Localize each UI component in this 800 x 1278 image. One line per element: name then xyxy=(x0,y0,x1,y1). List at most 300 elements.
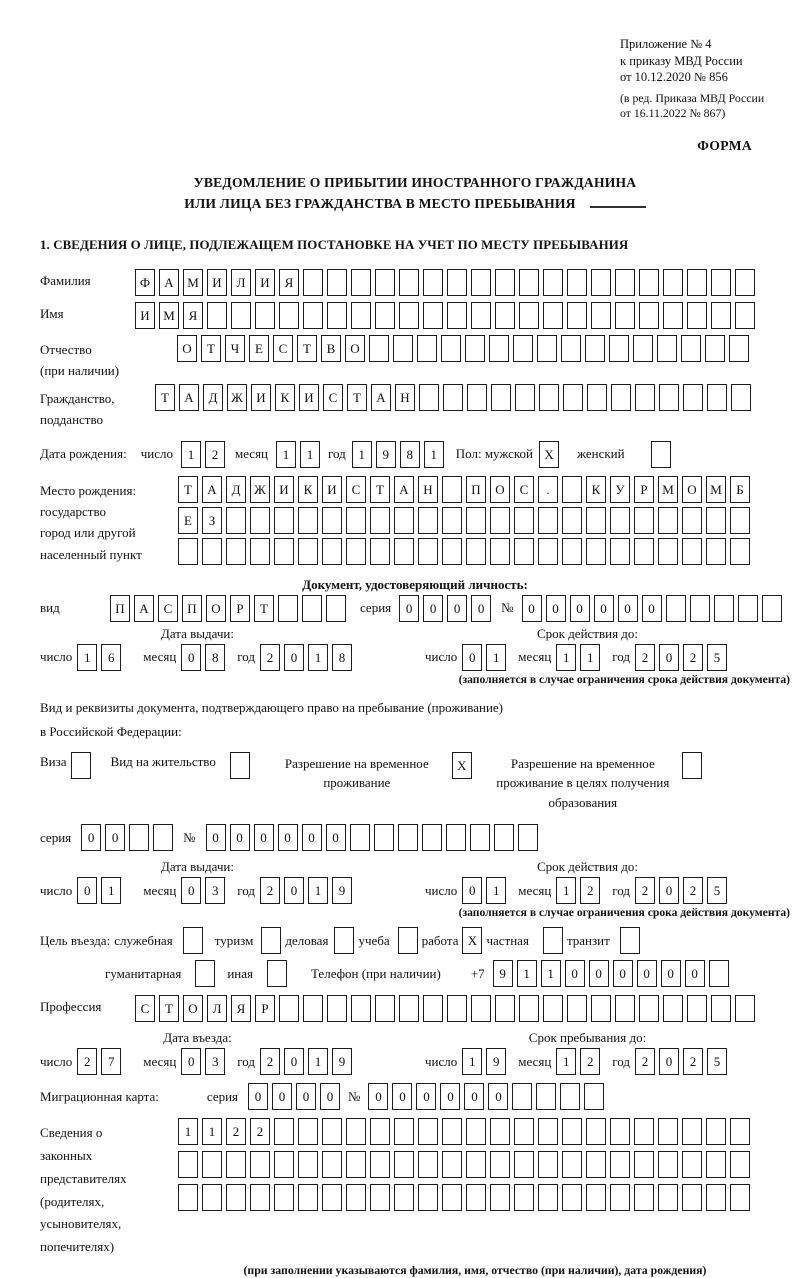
char-cell[interactable] xyxy=(250,538,270,565)
char-cell[interactable]: 1 xyxy=(556,1048,576,1075)
char-cell[interactable]: 9 xyxy=(493,960,513,987)
char-cell[interactable]: 0 xyxy=(589,960,609,987)
char-cell[interactable] xyxy=(255,302,275,329)
char-cell[interactable] xyxy=(543,995,563,1022)
char-cell[interactable] xyxy=(562,1151,582,1178)
char-cell[interactable]: И xyxy=(274,476,294,503)
char-cell[interactable] xyxy=(518,824,538,851)
char-cell[interactable]: Ч xyxy=(225,335,245,362)
char-cell[interactable]: 2 xyxy=(635,877,655,904)
char-cell[interactable] xyxy=(375,269,395,296)
char-cell[interactable] xyxy=(274,1118,294,1145)
char-cell[interactable] xyxy=(707,384,727,411)
char-cell[interactable] xyxy=(447,269,467,296)
char-cell[interactable] xyxy=(729,335,749,362)
char-cell[interactable]: 2 xyxy=(580,1048,600,1075)
char-cell[interactable] xyxy=(687,302,707,329)
char-cell[interactable] xyxy=(567,269,587,296)
char-cell[interactable]: 0 xyxy=(284,644,304,671)
char-cell[interactable]: А xyxy=(134,595,154,622)
char-cell[interactable] xyxy=(490,1151,510,1178)
number-blank-line[interactable] xyxy=(590,194,646,208)
char-cell[interactable]: С xyxy=(135,995,155,1022)
char-cell[interactable]: 1 xyxy=(77,644,97,671)
char-cell[interactable] xyxy=(658,1184,678,1211)
char-cell[interactable]: 2 xyxy=(635,1048,655,1075)
char-cell[interactable]: 1 xyxy=(580,644,600,671)
char-cell[interactable] xyxy=(663,995,683,1022)
char-cell[interactable] xyxy=(610,538,630,565)
char-cell[interactable] xyxy=(399,269,419,296)
char-cell[interactable] xyxy=(563,384,583,411)
checkbox-cell[interactable] xyxy=(543,927,563,954)
char-cell[interactable]: 0 xyxy=(181,1048,201,1075)
char-cell[interactable] xyxy=(567,302,587,329)
char-cell[interactable]: 0 xyxy=(254,824,274,851)
char-cell[interactable] xyxy=(586,1118,606,1145)
char-cell[interactable]: 0 xyxy=(326,824,346,851)
char-cell[interactable]: 1 xyxy=(556,644,576,671)
char-cell[interactable] xyxy=(322,1151,342,1178)
char-cell[interactable] xyxy=(326,595,346,622)
char-cell[interactable] xyxy=(586,1184,606,1211)
char-cell[interactable] xyxy=(423,302,443,329)
char-cell[interactable]: А xyxy=(159,269,179,296)
char-cell[interactable] xyxy=(562,538,582,565)
char-cell[interactable]: 0 xyxy=(302,824,322,851)
char-cell[interactable]: 0 xyxy=(399,595,419,622)
char-cell[interactable]: И xyxy=(299,384,319,411)
char-cell[interactable] xyxy=(560,1083,580,1110)
char-cell[interactable] xyxy=(250,1184,270,1211)
char-cell[interactable] xyxy=(327,302,347,329)
char-cell[interactable] xyxy=(471,269,491,296)
char-cell[interactable]: . xyxy=(538,476,558,503)
checkbox-cell[interactable] xyxy=(183,927,203,954)
char-cell[interactable]: 0 xyxy=(565,960,585,987)
char-cell[interactable]: 0 xyxy=(488,1083,508,1110)
char-cell[interactable]: Т xyxy=(347,384,367,411)
char-cell[interactable]: И xyxy=(251,384,271,411)
char-cell[interactable]: М xyxy=(159,302,179,329)
char-cell[interactable] xyxy=(393,335,413,362)
char-cell[interactable] xyxy=(635,384,655,411)
char-cell[interactable] xyxy=(562,1184,582,1211)
char-cell[interactable] xyxy=(519,302,539,329)
char-cell[interactable]: 5 xyxy=(707,1048,727,1075)
char-cell[interactable]: Р xyxy=(230,595,250,622)
char-cell[interactable] xyxy=(327,995,347,1022)
checkbox-cell[interactable]: X xyxy=(452,752,472,779)
char-cell[interactable] xyxy=(539,384,559,411)
char-cell[interactable] xyxy=(442,1151,462,1178)
char-cell[interactable] xyxy=(730,538,750,565)
char-cell[interactable] xyxy=(683,384,703,411)
char-cell[interactable] xyxy=(615,269,635,296)
char-cell[interactable]: 0 xyxy=(661,960,681,987)
char-cell[interactable]: 0 xyxy=(392,1083,412,1110)
char-cell[interactable]: С xyxy=(346,476,366,503)
char-cell[interactable]: 1 xyxy=(178,1118,198,1145)
char-cell[interactable]: О xyxy=(490,476,510,503)
char-cell[interactable] xyxy=(303,302,323,329)
char-cell[interactable]: Б xyxy=(730,476,750,503)
char-cell[interactable] xyxy=(399,995,419,1022)
char-cell[interactable]: А xyxy=(202,476,222,503)
char-cell[interactable] xyxy=(202,1184,222,1211)
char-cell[interactable] xyxy=(730,1184,750,1211)
char-cell[interactable] xyxy=(442,1118,462,1145)
char-cell[interactable] xyxy=(441,335,461,362)
char-cell[interactable]: Т xyxy=(155,384,175,411)
char-cell[interactable] xyxy=(322,538,342,565)
char-cell[interactable] xyxy=(278,595,298,622)
char-cell[interactable] xyxy=(735,995,755,1022)
char-cell[interactable] xyxy=(659,384,679,411)
char-cell[interactable] xyxy=(419,384,439,411)
char-cell[interactable] xyxy=(178,1184,198,1211)
char-cell[interactable] xyxy=(490,1184,510,1211)
char-cell[interactable] xyxy=(591,302,611,329)
char-cell[interactable] xyxy=(394,538,414,565)
char-cell[interactable]: 0 xyxy=(320,1083,340,1110)
char-cell[interactable] xyxy=(657,335,677,362)
char-cell[interactable] xyxy=(687,995,707,1022)
char-cell[interactable] xyxy=(466,1184,486,1211)
char-cell[interactable]: 9 xyxy=(486,1048,506,1075)
char-cell[interactable] xyxy=(586,538,606,565)
char-cell[interactable] xyxy=(682,1118,702,1145)
char-cell[interactable] xyxy=(639,995,659,1022)
char-cell[interactable]: Я xyxy=(231,995,251,1022)
char-cell[interactable]: 2 xyxy=(260,1048,280,1075)
char-cell[interactable]: 0 xyxy=(230,824,250,851)
char-cell[interactable]: С xyxy=(323,384,343,411)
char-cell[interactable]: Д xyxy=(226,476,246,503)
char-cell[interactable]: 3 xyxy=(205,1048,225,1075)
char-cell[interactable]: 1 xyxy=(352,441,372,468)
checkbox-cell[interactable]: X xyxy=(539,441,559,468)
char-cell[interactable] xyxy=(513,335,533,362)
char-cell[interactable]: 0 xyxy=(77,877,97,904)
char-cell[interactable]: Т xyxy=(201,335,221,362)
char-cell[interactable] xyxy=(615,995,635,1022)
char-cell[interactable]: М xyxy=(183,269,203,296)
char-cell[interactable]: 0 xyxy=(659,644,679,671)
char-cell[interactable]: 1 xyxy=(486,644,506,671)
char-cell[interactable] xyxy=(298,1151,318,1178)
char-cell[interactable] xyxy=(346,507,366,534)
char-cell[interactable]: 2 xyxy=(683,877,703,904)
char-cell[interactable] xyxy=(543,302,563,329)
char-cell[interactable] xyxy=(446,824,466,851)
char-cell[interactable] xyxy=(226,1151,246,1178)
char-cell[interactable] xyxy=(370,507,390,534)
char-cell[interactable] xyxy=(706,1118,726,1145)
char-cell[interactable] xyxy=(495,995,515,1022)
char-cell[interactable]: Ж xyxy=(250,476,270,503)
char-cell[interactable] xyxy=(561,335,581,362)
char-cell[interactable] xyxy=(538,538,558,565)
char-cell[interactable] xyxy=(634,507,654,534)
char-cell[interactable]: 0 xyxy=(613,960,633,987)
char-cell[interactable] xyxy=(442,507,462,534)
char-cell[interactable]: Л xyxy=(207,995,227,1022)
char-cell[interactable]: 0 xyxy=(594,595,614,622)
char-cell[interactable] xyxy=(538,507,558,534)
char-cell[interactable]: Т xyxy=(159,995,179,1022)
char-cell[interactable] xyxy=(423,995,443,1022)
char-cell[interactable]: 1 xyxy=(300,441,320,468)
char-cell[interactable]: 1 xyxy=(181,441,201,468)
char-cell[interactable] xyxy=(202,1151,222,1178)
checkbox-cell[interactable] xyxy=(71,752,91,779)
char-cell[interactable] xyxy=(537,335,557,362)
char-cell[interactable] xyxy=(274,1151,294,1178)
char-cell[interactable]: 1 xyxy=(462,1048,482,1075)
char-cell[interactable]: 0 xyxy=(685,960,705,987)
char-cell[interactable]: 0 xyxy=(368,1083,388,1110)
char-cell[interactable]: 0 xyxy=(81,824,101,851)
char-cell[interactable] xyxy=(567,995,587,1022)
char-cell[interactable] xyxy=(658,538,678,565)
char-cell[interactable]: П xyxy=(110,595,130,622)
char-cell[interactable] xyxy=(447,302,467,329)
char-cell[interactable]: 0 xyxy=(296,1083,316,1110)
char-cell[interactable]: 0 xyxy=(248,1083,268,1110)
char-cell[interactable] xyxy=(682,1151,702,1178)
char-cell[interactable] xyxy=(584,1083,604,1110)
char-cell[interactable] xyxy=(543,269,563,296)
char-cell[interactable]: С xyxy=(158,595,178,622)
char-cell[interactable] xyxy=(591,995,611,1022)
char-cell[interactable]: 0 xyxy=(618,595,638,622)
char-cell[interactable]: 0 xyxy=(105,824,125,851)
char-cell[interactable]: 9 xyxy=(376,441,396,468)
char-cell[interactable]: К xyxy=(275,384,295,411)
char-cell[interactable]: 0 xyxy=(659,877,679,904)
char-cell[interactable] xyxy=(735,269,755,296)
char-cell[interactable]: 1 xyxy=(486,877,506,904)
char-cell[interactable]: 1 xyxy=(101,877,121,904)
checkbox-cell[interactable] xyxy=(334,927,354,954)
char-cell[interactable] xyxy=(639,269,659,296)
checkbox-cell[interactable] xyxy=(651,441,671,468)
char-cell[interactable] xyxy=(423,269,443,296)
char-cell[interactable] xyxy=(470,824,490,851)
char-cell[interactable]: 9 xyxy=(332,877,352,904)
char-cell[interactable] xyxy=(615,302,635,329)
char-cell[interactable]: 1 xyxy=(276,441,296,468)
checkbox-cell[interactable]: X xyxy=(462,927,482,954)
checkbox-cell[interactable] xyxy=(195,960,215,987)
char-cell[interactable] xyxy=(322,1184,342,1211)
char-cell[interactable]: Я xyxy=(183,302,203,329)
char-cell[interactable]: 0 xyxy=(462,877,482,904)
char-cell[interactable]: 0 xyxy=(440,1083,460,1110)
char-cell[interactable] xyxy=(658,1118,678,1145)
char-cell[interactable]: 1 xyxy=(517,960,537,987)
char-cell[interactable]: П xyxy=(182,595,202,622)
char-cell[interactable] xyxy=(663,302,683,329)
char-cell[interactable]: 0 xyxy=(570,595,590,622)
char-cell[interactable] xyxy=(490,538,510,565)
char-cell[interactable] xyxy=(731,384,751,411)
char-cell[interactable] xyxy=(375,302,395,329)
char-cell[interactable] xyxy=(586,1151,606,1178)
char-cell[interactable] xyxy=(178,1151,198,1178)
char-cell[interactable] xyxy=(705,335,725,362)
char-cell[interactable]: 0 xyxy=(464,1083,484,1110)
char-cell[interactable] xyxy=(398,824,418,851)
char-cell[interactable]: 0 xyxy=(659,1048,679,1075)
char-cell[interactable] xyxy=(494,824,514,851)
char-cell[interactable]: 1 xyxy=(556,877,576,904)
char-cell[interactable] xyxy=(610,1118,630,1145)
char-cell[interactable] xyxy=(730,507,750,534)
char-cell[interactable] xyxy=(466,507,486,534)
char-cell[interactable] xyxy=(495,302,515,329)
char-cell[interactable]: 2 xyxy=(260,877,280,904)
char-cell[interactable] xyxy=(658,507,678,534)
char-cell[interactable] xyxy=(418,538,438,565)
char-cell[interactable]: 0 xyxy=(278,824,298,851)
char-cell[interactable]: 2 xyxy=(226,1118,246,1145)
char-cell[interactable] xyxy=(538,1151,558,1178)
char-cell[interactable]: Т xyxy=(178,476,198,503)
char-cell[interactable]: 0 xyxy=(272,1083,292,1110)
char-cell[interactable]: 2 xyxy=(635,644,655,671)
char-cell[interactable] xyxy=(178,538,198,565)
char-cell[interactable] xyxy=(394,1184,414,1211)
char-cell[interactable] xyxy=(489,335,509,362)
char-cell[interactable] xyxy=(730,1118,750,1145)
char-cell[interactable]: 2 xyxy=(580,877,600,904)
char-cell[interactable] xyxy=(587,384,607,411)
char-cell[interactable]: 1 xyxy=(308,1048,328,1075)
char-cell[interactable] xyxy=(202,538,222,565)
char-cell[interactable]: 0 xyxy=(423,595,443,622)
char-cell[interactable] xyxy=(611,384,631,411)
char-cell[interactable]: И xyxy=(207,269,227,296)
char-cell[interactable]: В xyxy=(321,335,341,362)
char-cell[interactable]: 1 xyxy=(202,1118,222,1145)
char-cell[interactable] xyxy=(711,302,731,329)
char-cell[interactable]: 1 xyxy=(541,960,561,987)
char-cell[interactable] xyxy=(153,824,173,851)
char-cell[interactable] xyxy=(609,335,629,362)
char-cell[interactable] xyxy=(207,302,227,329)
char-cell[interactable] xyxy=(610,1184,630,1211)
char-cell[interactable]: А xyxy=(394,476,414,503)
char-cell[interactable]: Н xyxy=(395,384,415,411)
char-cell[interactable] xyxy=(370,538,390,565)
char-cell[interactable] xyxy=(709,960,729,987)
char-cell[interactable] xyxy=(394,1118,414,1145)
char-cell[interactable]: О xyxy=(177,335,197,362)
char-cell[interactable] xyxy=(663,269,683,296)
char-cell[interactable] xyxy=(418,1184,438,1211)
char-cell[interactable] xyxy=(495,269,515,296)
char-cell[interactable] xyxy=(226,507,246,534)
char-cell[interactable]: Е xyxy=(249,335,269,362)
char-cell[interactable] xyxy=(418,1118,438,1145)
char-cell[interactable] xyxy=(375,995,395,1022)
char-cell[interactable] xyxy=(303,269,323,296)
char-cell[interactable] xyxy=(447,995,467,1022)
char-cell[interactable]: У xyxy=(610,476,630,503)
char-cell[interactable]: Т xyxy=(254,595,274,622)
char-cell[interactable]: 0 xyxy=(447,595,467,622)
char-cell[interactable] xyxy=(369,335,389,362)
char-cell[interactable]: 0 xyxy=(284,877,304,904)
char-cell[interactable] xyxy=(519,269,539,296)
char-cell[interactable] xyxy=(687,269,707,296)
char-cell[interactable] xyxy=(682,1184,702,1211)
char-cell[interactable]: 0 xyxy=(416,1083,436,1110)
char-cell[interactable]: С xyxy=(514,476,534,503)
char-cell[interactable] xyxy=(322,507,342,534)
char-cell[interactable]: 1 xyxy=(308,644,328,671)
char-cell[interactable]: Л xyxy=(231,269,251,296)
char-cell[interactable] xyxy=(274,507,294,534)
char-cell[interactable] xyxy=(417,335,437,362)
char-cell[interactable] xyxy=(514,1118,534,1145)
char-cell[interactable]: 9 xyxy=(332,1048,352,1075)
char-cell[interactable] xyxy=(370,1151,390,1178)
char-cell[interactable] xyxy=(274,538,294,565)
char-cell[interactable]: О xyxy=(183,995,203,1022)
char-cell[interactable]: 6 xyxy=(101,644,121,671)
char-cell[interactable] xyxy=(350,824,370,851)
char-cell[interactable] xyxy=(711,995,731,1022)
char-cell[interactable]: 1 xyxy=(424,441,444,468)
char-cell[interactable]: 0 xyxy=(522,595,542,622)
char-cell[interactable]: 8 xyxy=(400,441,420,468)
char-cell[interactable] xyxy=(351,302,371,329)
char-cell[interactable] xyxy=(735,302,755,329)
char-cell[interactable] xyxy=(465,335,485,362)
char-cell[interactable] xyxy=(322,1118,342,1145)
char-cell[interactable]: Ф xyxy=(135,269,155,296)
char-cell[interactable] xyxy=(515,384,535,411)
char-cell[interactable]: О xyxy=(682,476,702,503)
char-cell[interactable] xyxy=(471,995,491,1022)
char-cell[interactable] xyxy=(738,595,758,622)
char-cell[interactable] xyxy=(443,384,463,411)
char-cell[interactable] xyxy=(346,538,366,565)
char-cell[interactable] xyxy=(399,302,419,329)
char-cell[interactable]: Я xyxy=(279,269,299,296)
char-cell[interactable] xyxy=(562,476,582,503)
char-cell[interactable]: О xyxy=(345,335,365,362)
char-cell[interactable] xyxy=(706,1151,726,1178)
char-cell[interactable] xyxy=(514,1151,534,1178)
char-cell[interactable] xyxy=(690,595,710,622)
char-cell[interactable]: 0 xyxy=(181,644,201,671)
char-cell[interactable]: И xyxy=(322,476,342,503)
char-cell[interactable]: Р xyxy=(255,995,275,1022)
char-cell[interactable]: 0 xyxy=(642,595,662,622)
char-cell[interactable] xyxy=(714,595,734,622)
char-cell[interactable]: А xyxy=(371,384,391,411)
char-cell[interactable] xyxy=(303,995,323,1022)
char-cell[interactable] xyxy=(490,507,510,534)
char-cell[interactable] xyxy=(442,538,462,565)
char-cell[interactable] xyxy=(231,302,251,329)
char-cell[interactable]: 2 xyxy=(205,441,225,468)
char-cell[interactable]: 0 xyxy=(546,595,566,622)
